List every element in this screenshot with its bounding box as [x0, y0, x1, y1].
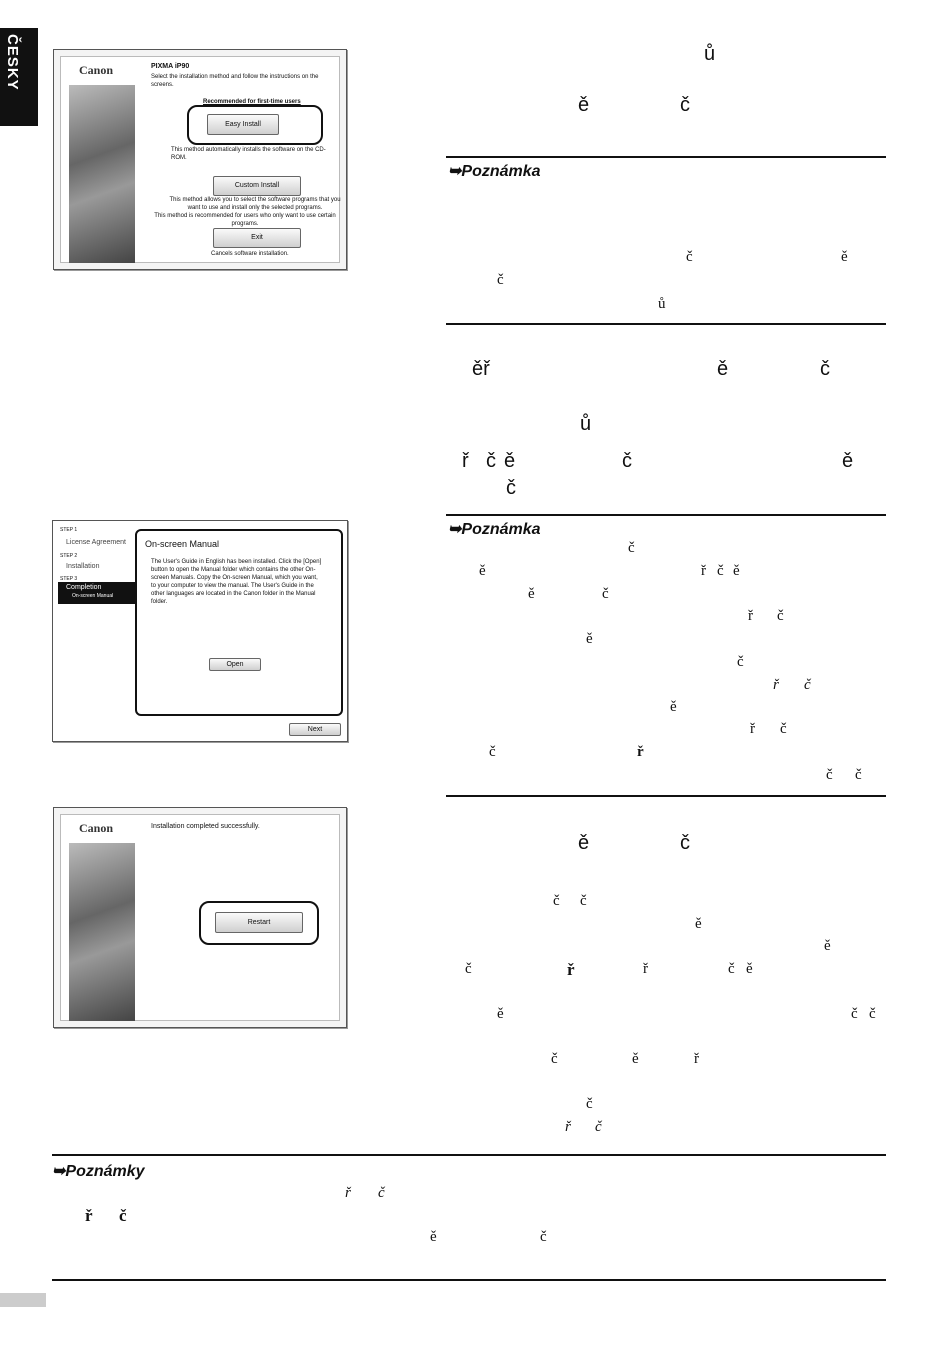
glyph: ě — [497, 1006, 504, 1022]
manual-title: On-screen Manual — [145, 539, 220, 549]
easy-install-description: This method automatically installs the software on the CD-ROM. — [171, 147, 326, 161]
glyph: č — [869, 1006, 876, 1022]
glyph: č — [780, 721, 787, 737]
glyph: č — [628, 540, 635, 556]
glyph: č — [378, 1185, 385, 1201]
next-button[interactable]: Next — [289, 723, 341, 736]
glyph: ě — [841, 249, 848, 265]
glyph: č — [489, 744, 496, 760]
glyph: ě — [670, 699, 677, 715]
glyph: ě — [733, 563, 740, 579]
glyph: ě — [578, 94, 590, 116]
glyph: ř — [748, 608, 753, 624]
instruction-text: Select the installation method and follow the instructions on the screens. — [151, 74, 319, 88]
step-completion: Completion — [66, 584, 102, 591]
glyph: ř — [565, 1119, 571, 1135]
note-rule-top — [446, 156, 886, 158]
photo-collage — [69, 843, 135, 1021]
note-heading-text: Poznámka — [461, 521, 541, 538]
restart-window — [60, 814, 340, 1021]
glyph: ě — [586, 631, 593, 647]
glyph: ř — [85, 1206, 93, 1225]
glyph: ě — [824, 938, 831, 954]
glyph: č — [851, 1006, 858, 1022]
step-1-caption: STEP 1 — [60, 527, 78, 533]
glyph: č — [826, 767, 833, 783]
page-number-bar — [0, 1293, 46, 1307]
step-3-caption: STEP 3 — [60, 576, 78, 582]
glyph: č — [497, 272, 504, 288]
exit-description: Cancels software installation. — [211, 251, 289, 257]
glyph: č — [602, 586, 609, 602]
note-rule-top — [446, 514, 886, 516]
glyph: č — [540, 1229, 547, 1245]
glyph: ě — [746, 961, 753, 977]
glyph: ě — [504, 450, 516, 472]
glyph: č — [486, 450, 496, 472]
note-heading-3: ➥Poznámky — [52, 1163, 145, 1180]
glyph: ě — [528, 586, 535, 602]
glyph: č — [551, 1051, 558, 1067]
canon-logo: Canon — [79, 821, 114, 835]
glyph: ě — [695, 916, 702, 932]
glyph: č — [622, 450, 632, 472]
glyph: ů — [658, 296, 666, 312]
glyph: č — [804, 677, 811, 693]
glyph: ř — [750, 721, 755, 737]
step-2-caption: STEP 2 — [60, 553, 78, 559]
note-rule-bottom — [52, 1279, 886, 1281]
glyph: ř — [567, 960, 575, 979]
manual-body: The User's Guide in English has been installed. Click the [Open] button to open the Manual folder which contains the other On-screen Manuals. Copy the On-screen Manual, which you want, to your computer to view the manual. The User's Guide in the other languages are located in the Canon folder in the Manual folder. — [151, 559, 322, 605]
install-window — [60, 56, 340, 263]
screenshot-onscreen-manual — [52, 520, 348, 742]
glyph: ě — [632, 1051, 639, 1067]
note-rule-bottom — [446, 323, 886, 325]
glyph: č — [777, 608, 784, 624]
recommended-label: Recommended for first-time users — [203, 99, 301, 105]
completion-message: Installation completed successfully. — [151, 823, 260, 830]
manual-panel — [135, 529, 343, 716]
glyph: ě — [578, 832, 590, 854]
glyph: ů — [580, 413, 592, 435]
glyph: ě — [717, 358, 729, 380]
glyph: č — [119, 1206, 127, 1225]
glyph: ř — [694, 1051, 699, 1067]
glyph: č — [595, 1119, 602, 1135]
note-heading-text: Poznámka — [461, 163, 541, 180]
glyph: ů — [704, 43, 716, 65]
note-heading-2: ➥Poznámka — [448, 521, 541, 538]
custom-install-recommendation: This method is recommended for users who only want to use certain programs. — [154, 213, 336, 227]
note-heading-1: ➥Poznámka — [448, 163, 541, 180]
glyph: ř — [462, 450, 469, 472]
glyph: č — [586, 1096, 593, 1112]
glyph: ěř — [472, 358, 490, 380]
glyph: ě — [842, 450, 854, 472]
easy-install-button[interactable]: Easy Install — [207, 114, 279, 135]
glyph: č — [737, 654, 744, 670]
glyph: č — [820, 358, 830, 380]
step-sidebar — [58, 525, 136, 735]
product-name: PIXMA iP90 — [151, 63, 190, 70]
glyph: č — [680, 832, 690, 854]
glyph: ě — [479, 563, 486, 579]
glyph: ř — [701, 563, 706, 579]
restart-button[interactable]: Restart — [215, 912, 303, 933]
glyph: č — [728, 961, 735, 977]
glyph: č — [465, 961, 472, 977]
exit-button[interactable]: Exit — [213, 228, 301, 248]
photo-collage — [69, 85, 135, 263]
glyph: ě — [430, 1229, 437, 1245]
glyph: č — [680, 94, 690, 116]
glyph: č — [855, 767, 862, 783]
note-rule-bottom — [446, 795, 886, 797]
screenshot-restart — [53, 807, 347, 1028]
glyph: č — [580, 893, 587, 909]
step-installation: Installation — [66, 563, 100, 570]
glyph: č — [553, 893, 560, 909]
glyph: č — [717, 563, 724, 579]
glyph: ř — [345, 1185, 351, 1201]
glyph: ř — [643, 961, 648, 977]
glyph: č — [506, 477, 516, 499]
glyph: ř — [637, 744, 644, 760]
glyph: č — [686, 249, 693, 265]
custom-install-button[interactable]: Custom Install — [213, 176, 301, 196]
note-rule-top — [52, 1154, 886, 1156]
step-onscreen-manual: On-screen Manual — [72, 593, 114, 599]
screenshot-install-method — [53, 49, 347, 270]
note-heading-text: Poznámky — [65, 1163, 145, 1180]
glyph: ř — [773, 677, 779, 693]
open-button[interactable]: Open — [209, 658, 261, 671]
language-tab — [0, 28, 38, 126]
language-tab-label: ČESKY — [4, 34, 21, 91]
canon-logo: Canon — [79, 63, 114, 77]
step-license: License Agreement — [66, 539, 126, 546]
custom-install-description: This method allows you to select the software programs that you want to use and install only the selected programs. — [169, 197, 341, 211]
